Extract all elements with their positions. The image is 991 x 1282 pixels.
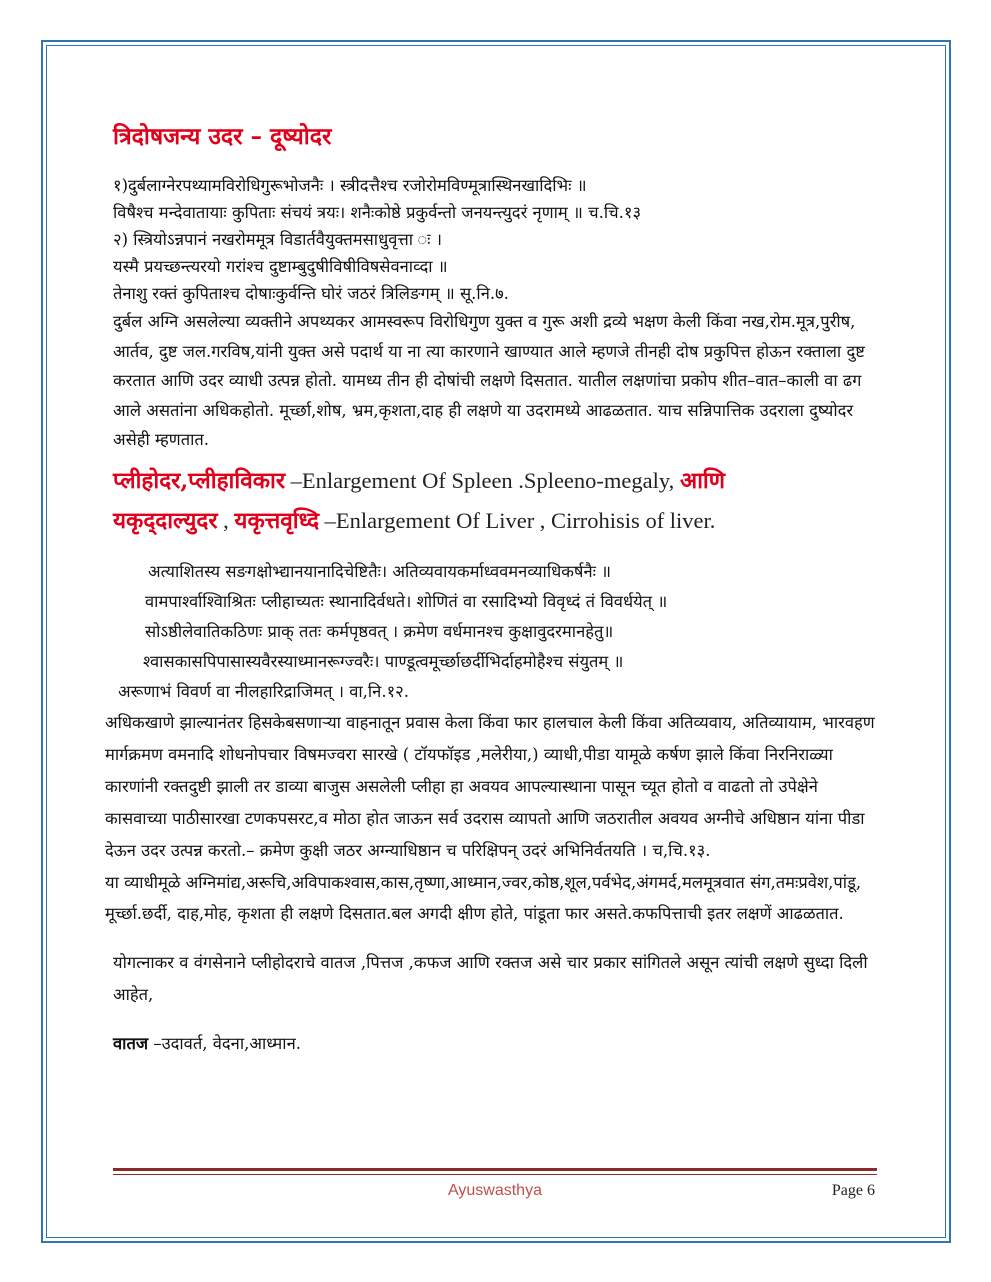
shloka-block-2 [113, 557, 883, 707]
subheading-spleen-marathi: प्लीहोदर,प्लीहाविकार [113, 467, 286, 494]
subheading-liver-marathi: यकृद्‍दाल्युदर [113, 507, 218, 534]
footer-rule-thin [113, 1174, 877, 1175]
vataj-text: –उदावर्त, वेदना,आध्मान. [148, 1033, 301, 1053]
shloka-line: २) स्त्रियोऽन्नपानं नखरोममूत्र विडार्तवैयुक्तमसाधुवृत्ता ः । [113, 230, 442, 249]
section-heading: त्रिदोषजन्य उदर – दूष्योदर [113, 123, 332, 150]
paragraph-spleen-causes: अधिकखाणे झाल्यानंतर हिसकेबसणाऱ्या वाहनातून प्रवास केला किंवा फार हालचाल केली किंवा अतिव्यवाय, अतिव्यायाम, भारवहण मार्गक्रमण वमनादि शोधनोपचार विषमज्वरा सारखे ( टॉयफॉइड ,मलेरीया,) व्याधी,पीडा यामूळे कर्षण झाले किंवा निरनिराळ्या कारणांनी रक्तदुष्टी झाली तर डाव्या बाजुस असलेली प्लीहा हा अवयव आपल्यास्थाना पासून च्यूत होतो व वाढतो तो उपेक्षेने कासवाच्या पाठीसारखा टणकपसरट,व मोठा होत जाऊन सर्व उदरास व्यापतो आणि जठरातील अवयव अग्नीचे अधिष्ठान यांना पीडा देऊन उदर उत्पन्न करतो.– क्रमेण कुक्षी जठर अग्न्याधिष्ठान च परिक्षिपन् उदरं अभिनिर्वतयति । च,चि.१३. [105, 712, 875, 860]
footer-rule-thick [113, 1168, 877, 1171]
subheading-liver-marathi-2: यकृत्तवृध्दि [234, 507, 320, 534]
shloka-line: वामपार्श्वाश्विाश्रितः प्लीहाच्यतः स्थानादिर्वधते। शोणितं वा रसादिभ्यो विवृध्दं तं विवर्धयेत् ॥ [145, 591, 668, 611]
subheading-spleen [113, 461, 883, 501]
subheading-and: आणि [679, 467, 726, 494]
shloka-line: तेनाशु रक्तं कुपिताश्च दोषाःकुर्वन्ति घोरं जठरं त्रिलिङगम् ॥ सू.नि.७. [113, 284, 509, 303]
shloka-line: १)दुर्बलाग्नेरपथ्यामविरोधिगुरूभोजनैः । स्त्रीदत्तैश्च रजोरोमविण्मूत्रास्थिनखादिभिः ॥ [113, 176, 587, 195]
shloka-line: विषैश्च मन्देवातायाः कुपिताः संचयं त्रयः। शनैःकोष्ठे प्रकुर्वन्तो जनयन्त्युदरं नृणाम् ॥ च.चि.१३ [113, 203, 642, 222]
shloka-block-1 [113, 172, 883, 307]
paragraph-tridosha-description: दुर्बल अग्नि असलेल्या व्यक्तीने अपथ्यकर आमस्वरूप विरोधिगुण युक्त व गुरू अशी द्रव्ये भक्षण केली किंवा नख,रोम.मूत्र,पुरीष, आर्तव, दुष्ट जल.गरविष,यांनी युक्त असे पदार्थ या ना त्या कारणाने खाण्यात आले म्हणजे तीनही दोष प्रकुपित्त होऊन रक्ताला दुष्ट करतात आणि उदर व्याधी उत्पन्न होतो. यामध्य तीन ही दोषांची लक्षणे दिसतात. यातील लक्षणांचा प्रकोप शीत–वात–काली वा ढग आले असतांना अधिकहोतो. मूर्च्छा,शोष, भ्रम,कृशता,दाह ही लक्षणे या उदरामध्ये आढळतात. याच सन्निपात्तिक उदराला दुष्योदर असेही म्हणतात. [113, 312, 865, 449]
subheading-liver-english: –Enlargement Of Liver , Cirrohisis of liver. [319, 507, 716, 533]
subheading-separator: , [217, 507, 235, 533]
shloka-line: सोऽष्ठीलेवातिकठिणः प्राक् ततः कर्मपृष्ठवत् । क्रमेण वर्धमानश्च कुक्षावुदरमानहेतु॥ [145, 621, 614, 641]
vataj-line [113, 1029, 883, 1059]
footer-title: Ayuswasthya [448, 1182, 542, 1199]
vataj-label: वातज [113, 1033, 149, 1053]
shloka-line: अत्याशितस्य सङगक्षोभ्द्यानयानादिचेष्टितैः। अतिव्यवायकर्माध्ववमनव्याधिकर्षनैः ॥ [148, 561, 612, 581]
paragraph-spleen-symptoms: या व्याधीमूळे अग्निमांद्य,अरूचि,अविपाकश्वास,कास,तृष्णा,आध्मान,ज्वर,कोष्ठ,शूल,पर्वभेद,अंगमर्द,मलमूत्रवात संग,तमःप्रवेश,पांडू, मूर्च्छा.छर्दी, दाह,मोह, कृशता ही लक्षणे दिसतात.बल अगदी क्षीण होते, पांडूता फार असते.कफपित्ताची इतर लक्षणें आढळतात. [105, 872, 862, 923]
shloka-line: श्वासकासपिपासास्यवैरस्याध्मानरूग्ज्वरैः। पाण्डूत्वमूर्च्छाछर्दीभिर्दाहमोहैश्च संयुतम् ॥ [143, 651, 624, 671]
subheading-liver [113, 501, 883, 541]
subheading-spleen-english: –Enlargement Of Spleen .Spleeno-megaly, [285, 467, 680, 493]
page-number: Page 6 [831, 1182, 875, 1199]
shloka-line: यस्मै प्रयच्छन्त्यरयो गरांश्च दुष्टाम्बुदुषीविषीविषसेवनाव्दा ॥ [113, 257, 448, 276]
document-content [105, 120, 883, 1058]
shloka-line: अरूणाभं विवर्ण वा नीलहारिद्राजिमत् । वा,नि.१२. [118, 681, 409, 701]
paragraph-types: योगत्नाकर व वंगसेनाने प्लीहोदराचे वातज ,पित्तज ,कफज आणि रक्तज असे चार प्रकार सांगितले असून त्यांची लक्षणे सुध्दा दिली आहेत, [113, 952, 868, 1004]
